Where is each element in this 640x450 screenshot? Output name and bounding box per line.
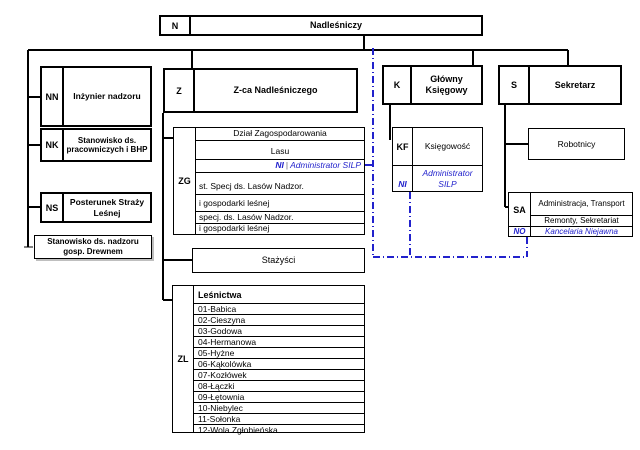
zg-staff-row-2: i gospodarki leśnej: [196, 195, 364, 212]
lesnictwo-item: 01-Babica: [194, 304, 364, 315]
node-lesnictwa: [172, 285, 365, 433]
kf-silp-code: NI: [393, 166, 413, 191]
node-straz-lesna-label: Posterunek Straży Leśnej: [69, 197, 145, 218]
node-kf-code: KF: [393, 128, 413, 165]
node-robotnicy-label: Robotnicy: [557, 138, 596, 149]
node-sa-code: SA: [509, 193, 530, 227]
zg-silp-label: Administrator SILP: [290, 160, 361, 171]
node-kadry-bhp: [40, 128, 152, 162]
node-inzynier-nadzoru: [40, 66, 152, 127]
lesnictwo-item: 08-Łączki: [194, 381, 364, 392]
lesnictwo-item: 03-Godowa: [194, 326, 364, 337]
node-nadlesniczy-code: N: [161, 17, 191, 34]
zg-silp-admin-row: [196, 160, 364, 173]
zg-silp-code: NI: [275, 160, 284, 171]
node-robotnicy: [528, 128, 625, 160]
node-zca-nadlesniczego: [163, 68, 358, 113]
node-sekretarz: [498, 65, 622, 105]
node-dzial-zagospodarowania: [173, 127, 365, 235]
sa-row-administracja-transport: Administracja, Transport: [531, 193, 632, 216]
lesnictwo-item: 10-Niebylec: [194, 403, 364, 414]
sa-row-remonty-sekretariat: Remonty, Sekretariat: [531, 216, 632, 227]
node-kadry-bhp-code: NK: [42, 130, 64, 160]
zg-staff-row-4: i gospodarki leśnej: [199, 223, 270, 234]
node-s-code: S: [500, 67, 530, 103]
node-nadlesniczy: [159, 15, 483, 36]
node-zca-label: Z-ca Nadleśniczego: [233, 85, 318, 96]
node-straz-lesna-code: NS: [42, 194, 64, 221]
node-kadry-bhp-label: Stanowisko ds. pracowniczych i BHP: [66, 135, 148, 154]
lesnictwo-item: 07-Kozłówek: [194, 370, 364, 381]
node-inzynier-nadzoru-code: NN: [42, 68, 64, 125]
node-stazysci: [192, 248, 365, 273]
node-nadzor-drewnem-label: Stanowisko ds. nadzoru gosp. Drewnem: [47, 237, 139, 256]
zg-staff-row-3: specj. ds. Lasów Nadzor.: [196, 212, 364, 224]
sa-no-code: NO: [513, 227, 526, 236]
lesnictwo-item: 06-Kąkolówka: [194, 359, 364, 370]
lesnictwa-header: Leśnictwa: [194, 286, 364, 304]
node-ksiegowosc: [392, 127, 483, 192]
node-glowny-ksiegowy: [382, 65, 483, 105]
node-zca-code: Z: [165, 70, 195, 111]
node-k-code: K: [384, 67, 412, 103]
node-nadlesniczy-label: Nadleśniczy: [309, 20, 363, 31]
zg-silp-separator: |: [285, 160, 289, 171]
node-zg-code: ZG: [174, 128, 196, 234]
node-inzynier-nadzoru-label: Inżynier nadzoru: [73, 91, 141, 102]
sa-row-kancelaria-niejawna: Kancelaria Niejawna: [545, 226, 618, 236]
zg-staff-row-1: st. Specj ds. Lasów Nadzor.: [196, 173, 364, 195]
lesnictwo-item: 11-Sołonka: [194, 414, 364, 425]
node-zl-code: ZL: [173, 286, 194, 432]
node-straz-lesna: [40, 192, 152, 223]
node-k-label: Główny Księgowy: [425, 74, 468, 95]
lesnictwo-item: 04-Hermanowa: [194, 337, 364, 348]
lesnictwo-item: 02-Cieszyna: [194, 315, 364, 326]
zg-dept-line1: Dział Zagospodarowania: [196, 128, 364, 141]
node-stazysci-label: Stażyści: [261, 255, 296, 266]
lesnictwo-item: 05-Hyżne: [194, 348, 364, 359]
zg-dept-line2: Lasu: [196, 141, 364, 160]
node-administracja: [508, 192, 633, 237]
node-nadzor-drewnem: [34, 235, 152, 259]
lesnictwo-item: 12-Wola Zgłobieńska: [198, 425, 278, 435]
kf-silp-label: Administrator SILP: [422, 168, 473, 189]
node-s-label: Sekretarz: [554, 79, 596, 90]
lesnictwo-item: 09-Łętownia: [194, 392, 364, 403]
node-kf-label: Księgowość: [424, 141, 471, 152]
